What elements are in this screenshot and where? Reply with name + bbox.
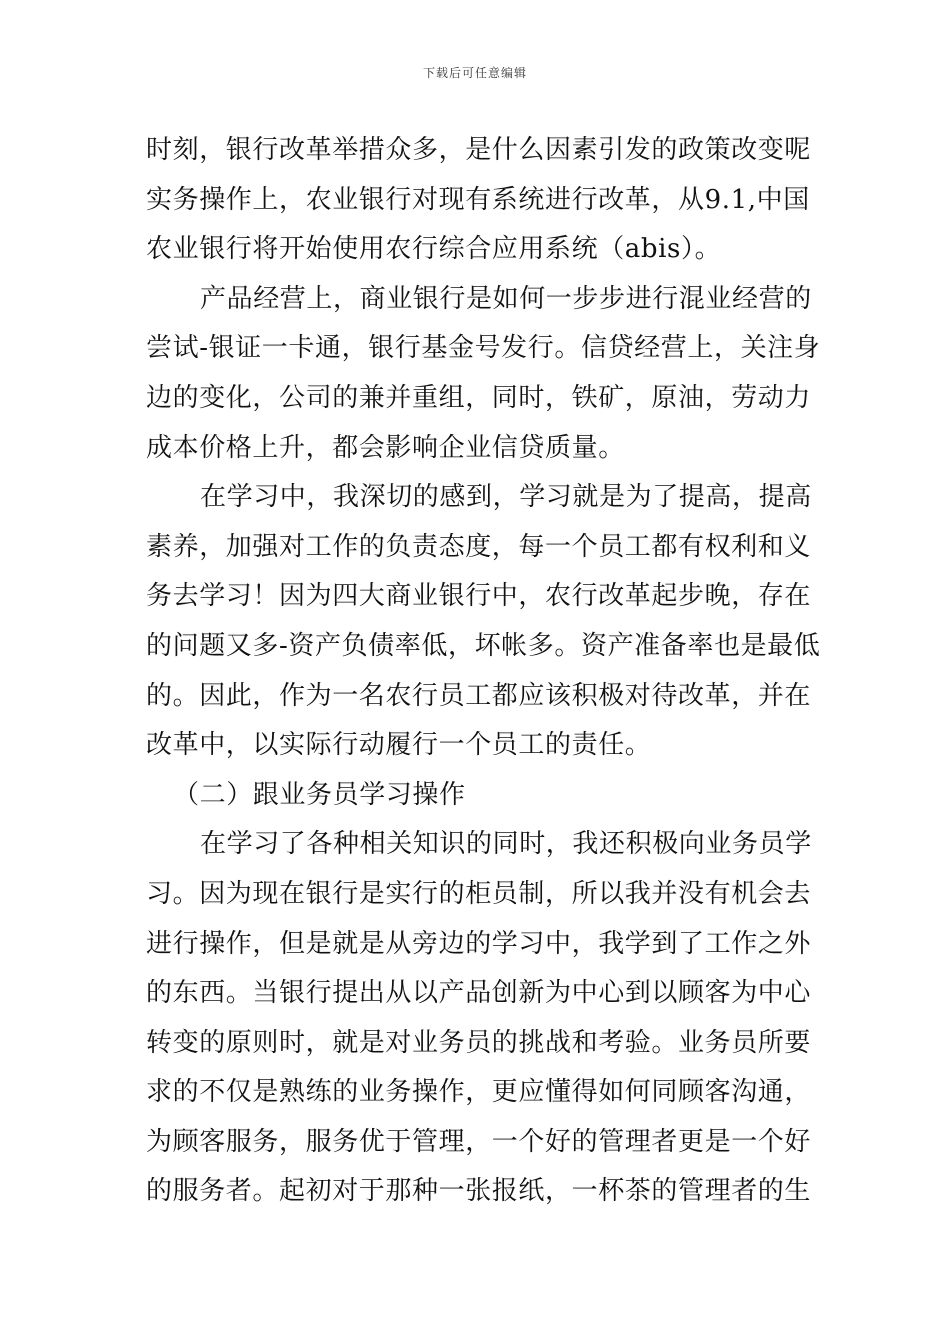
text-line: 求的不仅是熟练的业务操作，更应懂得如何同顾客沟通， <box>146 1077 812 1108</box>
paragraph-first-line: 在学习了各种相关知识的同时，我还积极向业务员学 <box>200 829 812 860</box>
text-line: 务去学习！因为四大商业银行中，农行改革起步晚，存在 <box>146 581 812 612</box>
text-line: 成本价格上升，都会影响企业信贷质量。 <box>146 432 625 463</box>
text-line: 实务操作上，农业银行对现有系统进行改革，从9.1,中国 <box>146 184 810 215</box>
text-line: 时刻，银行改革举措众多，是什么因素引发的政策改变呢 <box>146 135 812 165</box>
text-line: 素养，加强对工作的负责态度，每一个员工都有权利和义 <box>146 531 812 562</box>
paragraph-first-line: 产品经营上，商业银行是如何一步步进行混业经营的 <box>200 283 812 314</box>
text-line: 的东西。当银行提出从以产品创新为中心到以顾客为中心 <box>146 978 812 1009</box>
document-body <box>146 126 821 1217</box>
paragraph-first-line: 在学习中，我深切的感到，学习就是为了提高，提高 <box>200 482 812 513</box>
text-line: 边的变化，公司的兼并重组，同时，铁矿，原油，劳动力 <box>146 382 812 413</box>
text-line: 农业银行将开始使用农行综合应用系统（abis）。 <box>146 234 722 265</box>
text-line: 的。因此，作为一名农行员工都应该积极对待改革，并在 <box>146 680 812 711</box>
text-line: 转变的原则时，就是对业务员的挑战和考验。业务员所要 <box>146 1027 812 1058</box>
page-header: 下载后可任意编辑 <box>422 66 527 80</box>
text-line: 改革中，以实际行动履行一个员工的责任。 <box>146 730 652 761</box>
text-line: 的问题又多-资产负债率低，坏帐多。资产准备率也是最低 <box>146 630 821 661</box>
text-line: 的服务者。起初对于那种一张报纸，一杯茶的管理者的生 <box>146 1176 812 1207</box>
text-line: 为顾客服务，服务优于管理，一个好的管理者更是一个好 <box>146 1126 812 1157</box>
section-heading: （二）跟业务员学习操作 <box>173 779 466 810</box>
text-line: 尝试-银证一卡通，银行基金号发行。信贷经营上，关注身 <box>146 333 821 364</box>
text-line: 进行操作，但是就是从旁边的学习中，我学到了工作之外 <box>146 928 812 959</box>
text-line: 习。因为现在银行是实行的柜员制，所以我并没有机会去 <box>146 878 812 909</box>
